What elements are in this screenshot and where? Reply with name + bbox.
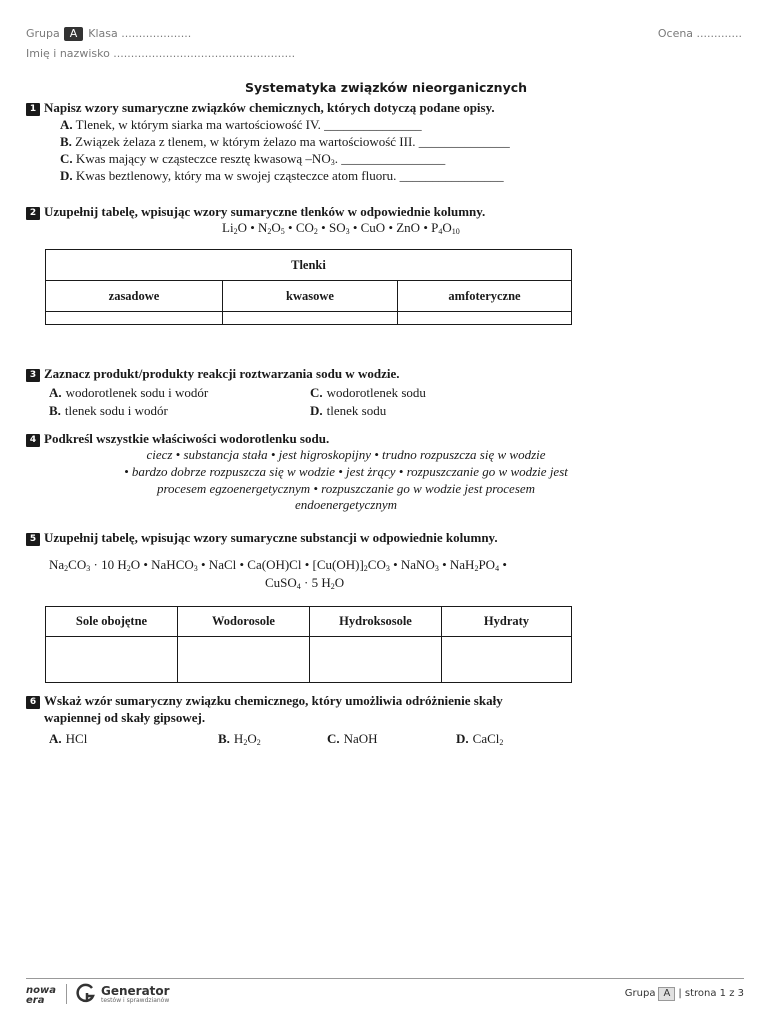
substance-formula-list-2: CuSO$_4$ · 5 $H_2O$ [265, 575, 345, 591]
logo-divider [66, 984, 67, 1004]
option-letter: A. [49, 731, 62, 746]
question-text: Uzupełnij tabelę, wpisując wzory sumaryczne substancji w odpowiednie kolumny. [44, 530, 498, 545]
question-number: 5 [26, 533, 40, 546]
question-number: 3 [26, 369, 40, 382]
option-text: tlenek sodu [326, 403, 387, 418]
question-text: Napisz wzory sumaryczne związków chemicznych, których dotyczą podane opisy. [44, 100, 495, 115]
name-label: Imię i nazwisko .................................................... [26, 47, 296, 60]
footer-group-badge: A [658, 987, 675, 1001]
q1-item-c-text: Kwas mający w cząsteczce resztę kwasową –NO [75, 151, 331, 166]
footer-divider [26, 978, 744, 979]
column-header: kwasowe [223, 281, 398, 312]
properties-line-2: • bardzo dobrze rozpuszcza się w wodzie • jest żrący • rozpuszczanie go w wodzie jest [124, 464, 568, 479]
grade-label: Ocena ............. [657, 27, 742, 40]
oxides-table [45, 249, 572, 325]
question-text: Uzupełnij tabelę, wpisując wzory sumaryczne tlenków w odpowiednie kolumny. [44, 204, 486, 219]
q3-option-b[interactable] [49, 403, 168, 419]
q1-item-d-text: Kwas beztlenowy, który ma w swojej cząsteczce atom fluoru. ________________ [75, 168, 504, 183]
question-5 [26, 530, 498, 546]
option-text: NaOH [343, 731, 378, 746]
question-text: Podkreśl wszystkie właściwości wodorotlenku sodu. [44, 431, 330, 446]
q3-option-a[interactable] [49, 385, 208, 401]
question-6 [26, 693, 503, 709]
option-letter: D. [310, 403, 323, 418]
option-text: CaCl$_2$ [472, 731, 504, 747]
option-letter: A. [49, 385, 62, 400]
option-text: $H_2O_2$ [233, 731, 261, 747]
question-4 [26, 431, 329, 447]
table-title: Tlenki [46, 250, 572, 281]
substance-formula-list-1: $Na_2CO_3 \cdot 10$ $H_2O$ • NaHCO$_3$ • NaCl • Ca(OH)Cl • $[Cu(OH)]_2CO_3$ • NaNO$_3$ • $NaH_2PO_4$ • [49, 557, 507, 573]
properties-line-3: procesem egzoenergetycznym • rozpuszczanie go w wodzie jest procesem [156, 481, 536, 496]
q1-item-c-tail: . ________________ [334, 151, 446, 166]
question-text: Wskaż wzór sumaryczny związku chemicznego, który umożliwia odróżnienie skały [44, 693, 503, 708]
option-letter: D. [456, 731, 469, 746]
option-letter: B. [218, 731, 230, 746]
logo-line-2: era [26, 995, 45, 1006]
footer-group-label: Grupa [624, 988, 656, 999]
column-header: zasadowe [46, 281, 223, 312]
q3-option-c[interactable] [310, 385, 426, 401]
question-number: 4 [26, 434, 40, 447]
q6-option-c[interactable] [327, 731, 378, 747]
column-header: Sole obojętne [46, 607, 178, 637]
column-header: Hydraty [442, 607, 572, 637]
question-number: 6 [26, 696, 40, 709]
q6-option-b[interactable] [218, 731, 261, 747]
generator-name: Generator [101, 984, 170, 998]
column-header: amfoteryczne [398, 281, 572, 312]
question-1 [26, 100, 495, 116]
question-text: Zaznacz produkt/produkty reakcji roztwarzania sodu w wodzie. [44, 366, 400, 381]
option-letter: B. [49, 403, 61, 418]
question-6-cont: wapiennej od skały gipsowej. [44, 710, 206, 725]
nowa-era-logo [26, 986, 56, 1006]
q3-option-d[interactable] [310, 403, 386, 419]
answer-cell[interactable] [178, 637, 310, 683]
properties-line-4: endoenergetycznym [294, 497, 398, 512]
question-2 [26, 204, 485, 220]
q1-item-b: B. Związek żelaza z tlenem, w którym żelazo ma wartościowość III. ______________ [60, 134, 510, 149]
column-header: Wodorosole [178, 607, 310, 637]
properties-line-1: ciecz • substancja stała • jest higroskopijny • trudno rozpuszcza się w wodzie [146, 447, 546, 462]
answer-cell[interactable] [310, 637, 442, 683]
question-3 [26, 366, 399, 382]
option-text: HCl [65, 731, 88, 746]
salts-table [45, 606, 572, 683]
group-label: Grupa [26, 27, 60, 40]
logo-line-1: nowa [26, 985, 56, 996]
answer-cell[interactable] [398, 312, 572, 325]
answer-cell[interactable] [46, 637, 178, 683]
q1-item-c: C. Kwas mający w cząsteczce resztę kwasową $-NO_3$. ________________ [60, 151, 446, 167]
q1-item-b-text: Związek żelaza z tlenem, w którym żelazo ma wartościowość III. ______________ [75, 134, 510, 149]
answer-cell[interactable] [46, 312, 223, 325]
column-header: Hydroksosole [310, 607, 442, 637]
class-label: Klasa .................... [88, 27, 192, 40]
q1-item-c-sub: 3 [330, 158, 335, 167]
page-indicator [625, 987, 744, 1001]
q1-item-a-text: Tlenek, w którym siarka ma wartościowość IV. _______________ [75, 117, 422, 132]
question-number: 2 [26, 207, 40, 220]
page-title: Systematyka związków nieorganicznych [245, 80, 528, 95]
header-group-row [26, 27, 191, 41]
q6-option-a[interactable] [49, 731, 87, 747]
oxide-formula-list: $Li_2O$ • $N_2O_5$ • $CO_2$ • $SO_3$ • CuO • ZnO • $P_4O_{10}$ [222, 220, 460, 236]
group-badge: A [64, 27, 84, 41]
footer-page-label: | strona 1 z 3 [678, 988, 744, 999]
option-letter: C. [310, 385, 323, 400]
option-text: tlenek sodu i wodór [64, 403, 168, 418]
generator-logo-icon [76, 983, 96, 1003]
answer-cell[interactable] [223, 312, 398, 325]
option-text: wodorotlenek sodu [326, 385, 426, 400]
option-letter: C. [327, 731, 340, 746]
q1-item-a: A. Tlenek, w którym siarka ma wartościowość IV. _______________ [60, 117, 422, 132]
q1-item-d: D. Kwas beztlenowy, który ma w swojej cząsteczce atom fluoru. ________________ [60, 168, 504, 183]
q6-option-d[interactable] [456, 731, 503, 747]
generator-subtitle: testów i sprawdzianów [101, 997, 170, 1004]
question-number: 1 [26, 103, 40, 116]
option-text: wodorotlenek sodu i wodór [65, 385, 209, 400]
answer-cell[interactable] [442, 637, 572, 683]
